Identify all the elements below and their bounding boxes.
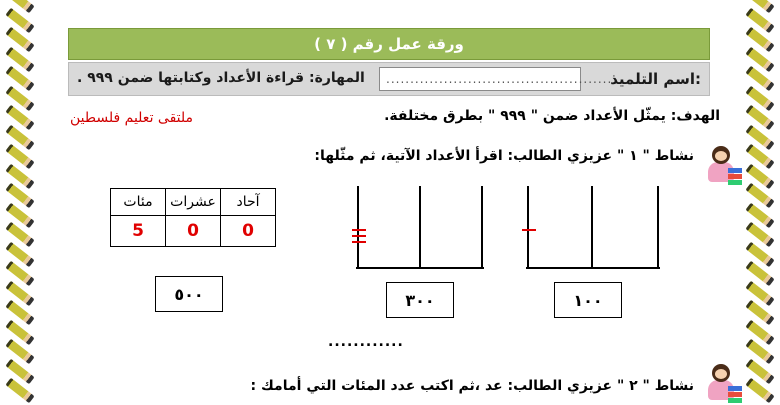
place-value-value-row xyxy=(111,216,276,247)
hundreds-value[interactable]: 5 xyxy=(111,216,166,247)
table-number-box: ٥٠٠ xyxy=(155,276,223,312)
student-name-label: اسم التلميذ: xyxy=(610,70,701,88)
reading-girl-icon-2 xyxy=(700,362,742,404)
tens-header: عشرات xyxy=(166,189,221,216)
left-pencil-border xyxy=(0,0,40,405)
worksheet-title-text: ورقة عمل رقم ( ٧ ) xyxy=(314,35,464,53)
answer-dots: ............ xyxy=(328,334,404,350)
student-name-field[interactable] xyxy=(379,67,613,91)
goal-text: الهدف: يمثّل الأعداد ضمن " ٩٩٩ " بطرق مختلفة. xyxy=(384,108,720,124)
abacus-300-number: ٣٠٠ xyxy=(386,282,454,318)
abacus-300 xyxy=(350,186,490,272)
place-value-header-row xyxy=(111,189,276,216)
abacus-100 xyxy=(520,186,666,272)
abacus-100-number: ١٠٠ xyxy=(554,282,622,318)
student-name-placeholder: ............................................... xyxy=(386,72,613,86)
skill-text: المهارة: قراءة الأعداد وكتابتها ضمن ٩٩٩ . xyxy=(77,70,365,86)
activity2-instruction: نشاط " ٢ " عزيزي الطالب: عد ،ثم اكتب عدد المئات التي أمامك : xyxy=(250,378,694,394)
hundreds-header: مئات xyxy=(111,189,166,216)
tens-value[interactable]: 0 xyxy=(166,216,221,247)
student-info-bar xyxy=(68,62,710,96)
place-value-table xyxy=(110,188,276,247)
ones-header: آحاد xyxy=(221,189,276,216)
worksheet xyxy=(40,0,740,405)
ones-value[interactable]: 0 xyxy=(221,216,276,247)
forum-name: ملتقى تعليم فلسطين xyxy=(70,110,194,126)
right-pencil-border xyxy=(740,0,780,405)
worksheet-title xyxy=(68,28,710,60)
activity1-instruction: نشاط " ١ " عزيزي الطالب: اقرأ الأعداد الآتية، ثم مثّلها: xyxy=(314,148,694,164)
reading-girl-icon xyxy=(700,144,742,186)
